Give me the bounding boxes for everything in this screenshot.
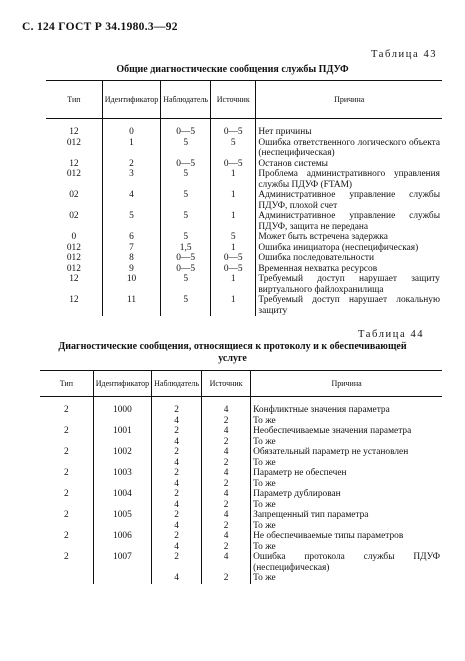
observer-cell: 4 — [152, 479, 202, 490]
type-cell: 2 — [40, 426, 93, 437]
reason-cell: Административное управление службы ПДУФ, плохой счет — [256, 190, 442, 211]
table-row — [40, 447, 442, 458]
type-cell — [40, 416, 93, 427]
id-cell: 6 — [102, 232, 160, 243]
table-row — [40, 542, 442, 553]
type-cell: 2 — [40, 489, 93, 500]
reason-cell: Административное управление службы ПДУФ, защита не передана — [256, 211, 442, 232]
table-43-title: Общие диагностические сообщения службы ПДУФ — [116, 64, 349, 75]
reason-cell: Ошибка протокола службы ПДУФ (неспецифическая) — [251, 552, 442, 573]
source-cell: 2 — [202, 437, 251, 448]
table-row — [46, 232, 442, 243]
type-cell: 0 — [46, 232, 102, 243]
observer-cell: 4 — [152, 416, 202, 427]
id-cell: 1004 — [93, 489, 151, 500]
table-43-caption: Таблица 43 — [371, 49, 438, 60]
table-row — [40, 531, 442, 542]
source-cell: 0—5 — [211, 159, 256, 170]
source-cell: 0—5 — [211, 127, 256, 138]
reason-cell: Необеспечиваемые значения параметра — [251, 426, 442, 437]
table-row — [40, 489, 442, 500]
observer-cell: 2 — [152, 489, 202, 500]
observer-cell: 2 — [152, 510, 202, 521]
observer-cell: 5 — [161, 169, 211, 190]
spacer-cell — [46, 119, 102, 128]
table-row — [46, 169, 442, 190]
type-cell: 12 — [46, 159, 102, 170]
table-row — [40, 405, 442, 416]
type-cell: 02 — [46, 211, 102, 232]
column-header: Идентификатор — [93, 371, 151, 397]
type-cell — [40, 542, 93, 553]
type-cell: 12 — [46, 274, 102, 295]
reason-cell: Временная нехватка ресурсов — [256, 264, 442, 275]
table-row — [46, 243, 442, 254]
reason-cell: Может быть встречена задержка — [256, 232, 442, 243]
reason-cell: Требуемый доступ нарушает локальную защиту — [256, 295, 442, 316]
source-cell: 2 — [202, 521, 251, 532]
table-row — [40, 521, 442, 532]
source-cell: 2 — [202, 500, 251, 511]
table-row — [46, 138, 442, 159]
table-row — [46, 211, 442, 232]
id-cell — [93, 416, 151, 427]
table-44 — [40, 370, 442, 584]
reason-cell: То же — [251, 542, 442, 553]
source-cell: 2 — [202, 542, 251, 553]
table-row — [40, 458, 442, 469]
source-cell: 1 — [211, 211, 256, 232]
observer-cell: 2 — [152, 552, 202, 573]
reason-cell: Параметр дублирован — [251, 489, 442, 500]
table-row — [46, 295, 442, 316]
id-cell: 10 — [102, 274, 160, 295]
type-cell — [40, 521, 93, 532]
type-cell: 012 — [46, 264, 102, 275]
table-row — [40, 437, 442, 448]
source-cell: 4 — [202, 405, 251, 416]
observer-cell: 4 — [152, 573, 202, 584]
reason-cell: Запрещенный тип параметра — [251, 510, 442, 521]
spacer-cell — [102, 119, 160, 128]
reason-cell: То же — [251, 500, 442, 511]
id-cell: 1007 — [93, 552, 151, 573]
table-row — [40, 573, 442, 584]
type-cell: 012 — [46, 169, 102, 190]
reason-cell: Требуемый доступ нарушает защиту виртуального файлохранилища — [256, 274, 442, 295]
type-cell: 012 — [46, 253, 102, 264]
type-cell: 02 — [46, 190, 102, 211]
source-cell: 4 — [202, 552, 251, 573]
id-cell: 2 — [102, 159, 160, 170]
spacer-cell — [161, 119, 211, 128]
column-header: Тип — [46, 81, 102, 119]
observer-cell: 4 — [152, 521, 202, 532]
id-cell: 1003 — [93, 468, 151, 479]
source-cell: 2 — [202, 416, 251, 427]
reason-cell: То же — [251, 458, 442, 469]
table-row — [46, 127, 442, 138]
table-44-title: Диагностические сообщения, относящиеся к протоколу и к обеспечивающей услуге — [58, 341, 407, 364]
id-cell: 1002 — [93, 447, 151, 458]
table-row — [40, 426, 442, 437]
observer-cell: 4 — [152, 437, 202, 448]
id-cell: 1000 — [93, 405, 151, 416]
id-cell — [93, 521, 151, 532]
source-cell: 0—5 — [211, 264, 256, 275]
spacer-cell — [40, 397, 93, 406]
id-cell — [93, 573, 151, 584]
id-cell: 0 — [102, 127, 160, 138]
source-cell: 1 — [211, 190, 256, 211]
type-cell — [40, 479, 93, 490]
type-cell: 2 — [40, 552, 93, 573]
id-cell: 5 — [102, 211, 160, 232]
spacer-cell — [251, 397, 442, 406]
observer-cell: 1,5 — [161, 243, 211, 254]
id-cell: 3 — [102, 169, 160, 190]
table-43 — [46, 80, 442, 316]
id-cell: 1001 — [93, 426, 151, 437]
column-header: Источник — [211, 81, 256, 119]
type-cell: 12 — [46, 127, 102, 138]
source-cell: 4 — [202, 531, 251, 542]
reason-cell: Не обеспечиваемые типы параметров — [251, 531, 442, 542]
type-cell: 2 — [40, 447, 93, 458]
id-cell — [93, 437, 151, 448]
id-cell — [93, 500, 151, 511]
table-row — [40, 552, 442, 573]
table-row — [40, 479, 442, 490]
table-row — [46, 264, 442, 275]
spacer-cell — [93, 397, 151, 406]
observer-cell: 2 — [152, 447, 202, 458]
source-cell: 1 — [211, 274, 256, 295]
id-cell: 1 — [102, 138, 160, 159]
id-cell — [93, 479, 151, 490]
spacer-cell — [211, 119, 256, 128]
source-cell: 2 — [202, 479, 251, 490]
source-cell: 0—5 — [211, 253, 256, 264]
source-cell: 1 — [211, 243, 256, 254]
observer-cell: 2 — [152, 468, 202, 479]
id-cell: 8 — [102, 253, 160, 264]
source-cell: 1 — [211, 169, 256, 190]
observer-cell: 0—5 — [161, 159, 211, 170]
observer-cell: 0—5 — [161, 264, 211, 275]
table-row — [40, 500, 442, 511]
reason-cell: Ошибка последовательности — [256, 253, 442, 264]
type-cell — [40, 458, 93, 469]
type-cell — [40, 437, 93, 448]
table-row — [46, 253, 442, 264]
id-cell — [93, 542, 151, 553]
reason-cell: Обязательный параметр не установлен — [251, 447, 442, 458]
table-row — [46, 159, 442, 170]
reason-cell: Нет причины — [256, 127, 442, 138]
table-row — [46, 274, 442, 295]
id-cell: 11 — [102, 295, 160, 316]
column-header: Идентификатор — [102, 81, 160, 119]
id-cell: 7 — [102, 243, 160, 254]
column-header: Причина — [251, 371, 442, 397]
source-cell: 4 — [202, 468, 251, 479]
type-cell: 2 — [40, 468, 93, 479]
source-cell: 1 — [211, 295, 256, 316]
type-cell — [40, 573, 93, 584]
spacer-cell — [152, 397, 202, 406]
table-row — [40, 510, 442, 521]
table-row — [40, 416, 442, 427]
source-cell: 5 — [211, 138, 256, 159]
reason-cell: То же — [251, 416, 442, 427]
type-cell: 012 — [46, 243, 102, 254]
observer-cell: 5 — [161, 274, 211, 295]
observer-cell: 5 — [161, 232, 211, 243]
id-cell: 9 — [102, 264, 160, 275]
source-cell: 2 — [202, 573, 251, 584]
type-cell: 12 — [46, 295, 102, 316]
id-cell: 1006 — [93, 531, 151, 542]
column-header: Тип — [40, 371, 93, 397]
observer-cell: 4 — [152, 500, 202, 511]
observer-cell: 0—5 — [161, 253, 211, 264]
observer-cell: 5 — [161, 190, 211, 211]
spacer-cell — [202, 397, 251, 406]
reason-cell: Ошибка инициатора (неспецифическая) — [256, 243, 442, 254]
observer-cell: 2 — [152, 405, 202, 416]
source-cell: 4 — [202, 426, 251, 437]
page-header: С. 124 ГОСТ Р 34.1980.3—92 — [22, 21, 178, 33]
observer-cell: 5 — [161, 138, 211, 159]
type-cell: 2 — [40, 510, 93, 521]
observer-cell: 0—5 — [161, 127, 211, 138]
reason-cell: То же — [251, 437, 442, 448]
type-cell: 012 — [46, 138, 102, 159]
reason-cell: То же — [251, 573, 442, 584]
source-cell: 4 — [202, 510, 251, 521]
source-cell: 4 — [202, 489, 251, 500]
observer-cell: 2 — [152, 531, 202, 542]
observer-cell: 5 — [161, 211, 211, 232]
source-cell: 5 — [211, 232, 256, 243]
source-cell: 2 — [202, 458, 251, 469]
observer-cell: 4 — [152, 542, 202, 553]
reason-cell: То же — [251, 479, 442, 490]
reason-cell: Конфликтные значения параметра — [251, 405, 442, 416]
reason-cell: Параметр не обеспечен — [251, 468, 442, 479]
id-cell: 4 — [102, 190, 160, 211]
type-cell: 2 — [40, 531, 93, 542]
table-row — [46, 190, 442, 211]
column-header: Наблюдатель — [161, 81, 211, 119]
reason-cell: Останов системы — [256, 159, 442, 170]
column-header: Наблюдатель — [152, 371, 202, 397]
source-cell: 4 — [202, 447, 251, 458]
id-cell: 1005 — [93, 510, 151, 521]
column-header: Источник — [202, 371, 251, 397]
column-header: Причина — [256, 81, 442, 119]
spacer-cell — [256, 119, 442, 128]
table-row — [40, 468, 442, 479]
type-cell — [40, 500, 93, 511]
observer-cell: 5 — [161, 295, 211, 316]
table-44-caption: Таблица 44 — [358, 329, 425, 340]
type-cell: 2 — [40, 405, 93, 416]
observer-cell: 4 — [152, 458, 202, 469]
observer-cell: 2 — [152, 426, 202, 437]
id-cell — [93, 458, 151, 469]
reason-cell: То же — [251, 521, 442, 532]
reason-cell: Проблема административного управления службы ПДУФ (FTAM) — [256, 169, 442, 190]
reason-cell: Ошибка ответственного логического объекта (неспецифическая) — [256, 138, 442, 159]
